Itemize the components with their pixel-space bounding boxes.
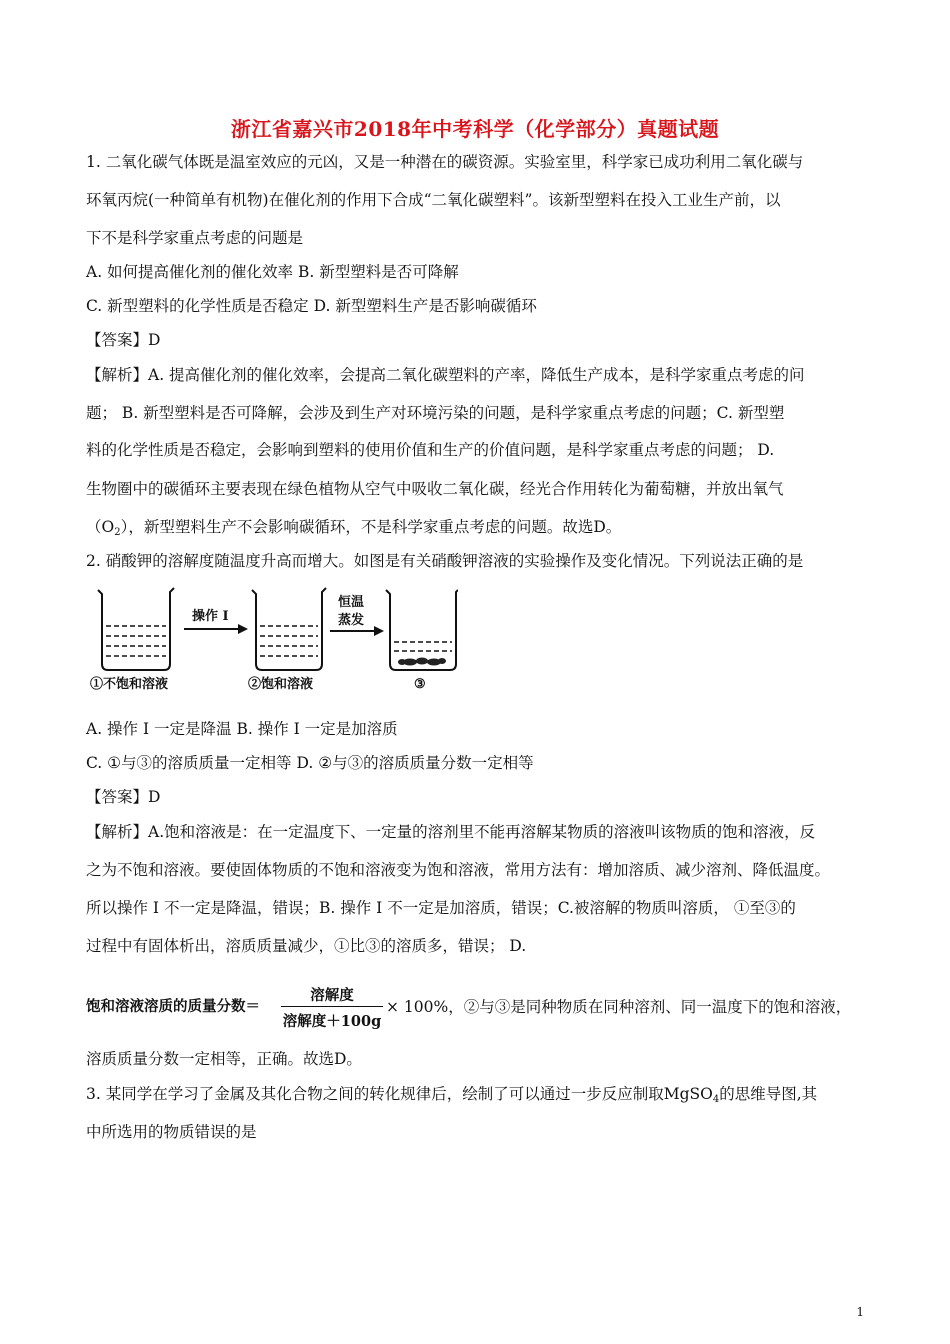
beaker-2: [252, 588, 326, 670]
q2-explanation-line-5: 溶质质量分数一定相等，正确。故选D。: [86, 1050, 362, 1068]
arrow-2-label-line-1: 恒温: [338, 595, 365, 610]
beaker-diagram: [88, 584, 458, 694]
beaker-1: [98, 588, 174, 670]
q2-stem: 2. 硝酸钾的溶解度随温度升高而增大。如图是有关硝酸钾溶液的实验操作及变化情况。下列说法正确的是: [86, 552, 804, 570]
beaker-figure: [88, 584, 458, 694]
beaker-3-label: ③: [414, 677, 426, 692]
q1-exp5-b: ），新型塑料生产不会影响碳循环，不是科学家重点考虑的问题。故选D。: [120, 518, 622, 536]
q2-options-ab: A. 操作 I 一定是降温 B. 操作 I 一定是加溶质: [86, 720, 398, 738]
q2-options-cd: C. ①与③的溶质质量一定相等 D. ②与③的溶质质量分数一定相等: [86, 754, 534, 772]
fraction-bar: [281, 1006, 383, 1007]
beaker-3-solution: [394, 642, 452, 651]
q1-options-cd: C. 新型塑料的化学性质是否稳定 D. 新型塑料生产是否影响碳循环: [86, 297, 537, 315]
q2-explanation-line-3: 所以操作 I 不一定是降温，错误；B. 操作 I 不一定是加溶质，错误；C.被溶解的物质叫溶质， ①至③的: [86, 899, 796, 917]
beaker-1-label: ①不饱和溶液: [90, 677, 169, 692]
q1-answer: 【答案】D: [86, 331, 161, 349]
formula-numerator: 溶解度: [310, 987, 354, 1004]
q1-stem-line-2: 环氧丙烷(一种简单有机物)在催化剂的作用下合成“二氧化碳塑料”。该新型塑料在投入工业生产前，以: [86, 191, 781, 209]
q3-stem-1b: 的思维导图,其: [719, 1085, 818, 1103]
q3-stem-line-1: [86, 1084, 817, 1110]
formula-left: 饱和溶液溶质的质量分数＝: [86, 998, 260, 1015]
formula-right: × 100%，②与③是同种物质在同种溶剂、同一温度下的饱和溶液，: [386, 998, 852, 1016]
page-number: 1: [856, 1305, 864, 1319]
q3-stem-line-2: 中所选用的物质错误的是: [86, 1123, 257, 1141]
q1-explanation-line-3: 料的化学性质是否稳定，会影响到塑料的使用价值和生产的价值问题，是科学家重点考虑的问题； D.: [86, 441, 775, 459]
q1-options-ab: A. 如何提高催化剂的催化效率 B. 新型塑料是否可降解: [86, 263, 459, 281]
beaker-2-solution: [260, 626, 318, 656]
beaker-3-crystals: [398, 658, 446, 666]
q2-explanation-line-4: 过程中有固体析出，溶质质量减少，①比③的溶质多，错误； D.: [86, 937, 527, 955]
arrow-1-label: 操作 I: [192, 609, 229, 624]
page-title: 浙江省嘉兴市2018年中考科学（化学部分）真题试题: [230, 117, 720, 141]
arrow-2-label-line-2: 蒸发: [338, 613, 365, 628]
q1-exp5-sub: 2: [114, 527, 121, 538]
q1-explanation-line-4: 生物圈中的碳循环主要表现在绿色植物从空气中吸收二氧化碳，经光合作用转化为葡萄糖，并放出氧气: [86, 480, 784, 498]
formula-denominator: 溶解度＋100g: [282, 1013, 382, 1030]
arrow-1: [184, 624, 248, 634]
q2-explanation-line-2: 之为不饱和溶液。要使固体物质的不饱和溶液变为饱和溶液，常用方法有：增加溶质、减少溶剂、降低温度。: [86, 861, 831, 879]
beaker-2-label: ②饱和溶液: [248, 677, 314, 692]
q1-stem-line-3: 下不是科学家重点考虑的问题是: [86, 229, 304, 247]
q2-explanation-line-1: 【解析】A.饱和溶液是：在一定温度下、一定量的溶剂里不能再溶解某物质的溶液叫该物质的饱和溶液，反: [86, 823, 816, 841]
beaker-1-solution: [106, 626, 166, 656]
mass-fraction-formula: [86, 984, 886, 1034]
q1-exp5-a: （O: [86, 518, 115, 536]
q1-explanation-line-5: [86, 517, 621, 543]
q1-explanation-line-2: 题； B. 新型塑料是否可降解，会涉及到生产对环境污染的问题，是科学家重点考虑的问题；C. 新型塑: [86, 404, 785, 422]
q2-answer: 【答案】D: [86, 788, 161, 806]
q3-stem-sub: 4: [712, 1094, 720, 1105]
q1-explanation-line-1: 【解析】A. 提高催化剂的催化效率，会提高二氧化碳塑料的产率，降低生产成本，是科学家重点考虑的问: [86, 366, 805, 384]
q3-stem-1a: 3. 某同学在学习了金属及其化合物之间的转化规律后，绘制了可以通过一步反应制取MgSO: [86, 1085, 713, 1103]
q1-stem-line-1: 1. 二氧化碳气体既是温室效应的元凶，又是一种潜在的碳资源。实验室里，科学家已成功利用二氧化碳与: [86, 153, 804, 171]
